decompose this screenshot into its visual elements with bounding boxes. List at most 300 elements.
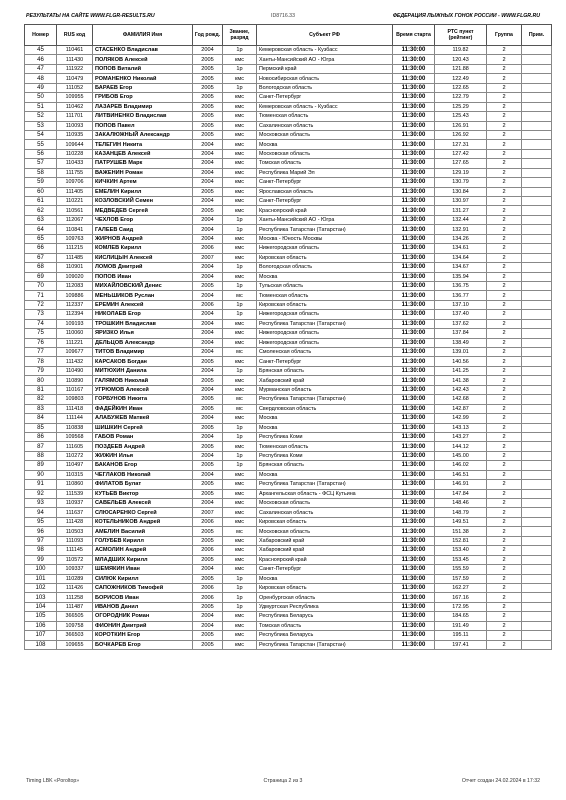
birth-year-cell: 2005 [193,574,223,583]
rus-code-cell: 111432 [57,357,93,366]
rts-points-cell: 137.62 [435,319,487,328]
table-row [25,536,552,545]
rts-points-cell: 121.88 [435,64,487,73]
rank-cell: кмс [223,621,257,630]
note-cell [522,121,552,130]
start-time-cell: 11:30:00 [393,93,435,102]
athlete-name-cell: КИЧКИН Артем [93,178,193,187]
bib-number-cell: 47 [25,64,57,73]
bib-number-cell: 61 [25,197,57,206]
birth-year-cell: 2004 [193,234,223,243]
note-cell [522,310,552,319]
rank-cell: кмс [223,319,257,328]
bib-number-cell: 45 [25,46,57,55]
bib-number-cell: 85 [25,423,57,432]
region-cell: Республика Марий Эл [257,168,393,177]
bib-number-cell: 81 [25,385,57,394]
region-cell: Тюменская область [257,442,393,451]
note-cell [522,281,552,290]
rus-code-cell: 110315 [57,470,93,479]
rus-code-cell: 110462 [57,102,93,111]
page-header [26,13,540,23]
athlete-name-cell: ПОПОВ Иван [93,272,193,281]
region-cell: Республика Коми [257,451,393,460]
region-cell: Новосибирская область [257,74,393,83]
group-cell: 2 [487,140,522,149]
birth-year-cell: 2004 [193,159,223,168]
rts-points-cell: 127.31 [435,140,487,149]
table-row [25,291,552,300]
table-row [25,178,552,187]
start-time-cell: 11:30:00 [393,64,435,73]
rus-code-cell: 112067 [57,215,93,224]
rank-cell: 1р [223,83,257,92]
bib-number-cell: 86 [25,432,57,441]
start-time-cell: 11:30:00 [393,130,435,139]
bib-number-cell: 76 [25,338,57,347]
rank-cell: кмс [223,631,257,640]
athlete-name-cell: ПОЗДЕЕВ Андрей [93,442,193,451]
athlete-name-cell: КАРСАКОВ Богдан [93,357,193,366]
rank-cell: кмс [223,546,257,555]
rank-cell: мс [223,395,257,404]
rts-points-cell: 184.65 [435,612,487,621]
group-cell: 2 [487,225,522,234]
rus-code-cell: 111487 [57,602,93,611]
athlete-name-cell: АЛАБУЖЕВ Матвей [93,414,193,423]
rank-cell: кмс [223,536,257,545]
note-cell [522,187,552,196]
athlete-name-cell: КОЗЛОВСКИЙ Семен [93,197,193,206]
bib-number-cell: 60 [25,187,57,196]
rank-cell: мс [223,404,257,413]
start-time-cell: 11:30:00 [393,215,435,224]
start-time-cell: 11:30:00 [393,565,435,574]
group-cell: 2 [487,168,522,177]
start-time-cell: 11:30:00 [393,253,435,262]
region-cell: Свердловская область [257,404,393,413]
rts-points-cell: 122.49 [435,74,487,83]
col-header-group: Группа [487,25,522,46]
region-cell: Республика Татарстан (Татарстан) [257,319,393,328]
bib-number-cell: 66 [25,244,57,253]
region-cell: Санкт-Петербург [257,93,393,102]
table-row [25,263,552,272]
athlete-name-cell: УГРЮМОВ Алексей [93,385,193,394]
rus-code-cell: 109193 [57,319,93,328]
note-cell [522,517,552,526]
note-cell [522,583,552,592]
rus-code-cell: 109020 [57,272,93,281]
rus-code-cell: 110503 [57,527,93,536]
rus-code-cell: 110901 [57,263,93,272]
birth-year-cell: 2004 [193,366,223,375]
rank-cell: 1р [223,64,257,73]
rus-code-cell: 112337 [57,300,93,309]
athlete-name-cell: ТЕЛЕГИН Никита [93,140,193,149]
birth-year-cell: 2004 [193,338,223,347]
start-time-cell: 11:30:00 [393,480,435,489]
note-cell [522,64,552,73]
rank-cell: кмс [223,74,257,83]
rts-points-cell: 157.59 [435,574,487,583]
rank-cell: кмс [223,329,257,338]
athlete-name-cell: САВЕЛЬЕВ Алексей [93,499,193,508]
birth-year-cell: 2005 [193,631,223,640]
group-cell: 2 [487,451,522,460]
region-cell: Санкт-Петербург [257,178,393,187]
rts-points-cell: 122.65 [435,83,487,92]
rank-cell: кмс [223,517,257,526]
table-row [25,244,552,253]
table-row [25,517,552,526]
table-row [25,215,552,224]
rus-code-cell: 111539 [57,489,93,498]
athlete-name-cell: ПАТРУШЕВ Марк [93,159,193,168]
region-cell: Ярославская область [257,187,393,196]
group-cell: 2 [487,404,522,413]
group-cell: 2 [487,565,522,574]
note-cell [522,442,552,451]
note-cell [522,461,552,470]
region-cell: Тульская область [257,281,393,290]
start-list-table [24,24,552,650]
group-cell: 2 [487,348,522,357]
start-time-cell: 11:30:00 [393,244,435,253]
birth-year-cell: 2005 [193,423,223,432]
birth-year-cell: 2005 [193,121,223,130]
start-time-cell: 11:30:00 [393,55,435,64]
rus-code-cell: 111418 [57,404,93,413]
bib-number-cell: 52 [25,112,57,121]
rts-points-cell: 132.44 [435,215,487,224]
start-time-cell: 11:30:00 [393,470,435,479]
col-header-start-time: Время старта [393,25,435,46]
note-cell [522,565,552,574]
rus-code-cell: 111637 [57,508,93,517]
report-created: Отчет создан 24.02.2024 в 17:32 [461,778,540,784]
region-cell: Москва [257,140,393,149]
bib-number-cell: 74 [25,319,57,328]
rts-points-cell: 125.43 [435,112,487,121]
region-cell: Москва [257,414,393,423]
table-row [25,565,552,574]
rus-code-cell: 109886 [57,291,93,300]
athlete-name-cell: КОРОТКИН Егор [93,631,193,640]
rts-points-cell: 191.49 [435,621,487,630]
rank-cell: 1р [223,583,257,592]
group-cell: 2 [487,461,522,470]
bib-number-cell: 97 [25,536,57,545]
rank-cell: кмс [223,244,257,253]
rank-cell: кмс [223,253,257,262]
rank-cell: кмс [223,565,257,574]
start-time-cell: 11:30:00 [393,329,435,338]
region-cell: Хабаровский край [257,546,393,555]
region-cell: Москва [257,272,393,281]
athlete-name-cell: ШЕМЯКИН Иван [93,565,193,574]
results-site-link[interactable]: РЕЗУЛЬТАТЫ НА САЙТЕ WWW.FLGR-RESULTS.RU [26,13,155,19]
rts-points-cell: 148.79 [435,508,487,517]
region-cell: Санкт-Петербург [257,565,393,574]
rts-points-cell: 129.19 [435,168,487,177]
birth-year-cell: 2004 [193,140,223,149]
bib-number-cell: 101 [25,574,57,583]
athlete-name-cell: БАРАЕВ Егор [93,83,193,92]
rus-code-cell: 110060 [57,329,93,338]
note-cell [522,470,552,479]
rts-points-cell: 149.51 [435,517,487,526]
athlete-name-cell: МЛАДШИХ Кирилл [93,555,193,564]
region-cell: Республика Татарстан (Татарстан) [257,480,393,489]
start-time-cell: 11:30:00 [393,263,435,272]
group-cell: 2 [487,281,522,290]
timing-credit: Timing LBK «Poroltop» [26,778,80,784]
region-cell: Хабаровский край [257,376,393,385]
rank-cell: кмс [223,640,257,649]
rts-points-cell: 140.56 [435,357,487,366]
start-time-cell: 11:30:00 [393,112,435,121]
rank-cell: кмс [223,508,257,517]
federation-site-link[interactable]: ФЕДЕРАЦИЯ ЛЫЖНЫХ ГОНОК РОССИИ - WWW.FLGR.RU [392,13,540,19]
region-cell: Мурманская область [257,385,393,394]
rank-cell: кмс [223,130,257,139]
region-cell: Республика Татарстан (Татарстан) [257,640,393,649]
table-row [25,46,552,55]
start-time-cell: 11:30:00 [393,574,435,583]
col-header-name: ФАМИЛИЯ Имя [93,25,193,46]
note-cell [522,536,552,545]
rus-code-cell: 109706 [57,178,93,187]
note-cell [522,385,552,394]
table-row [25,348,552,357]
rts-points-cell: 142.43 [435,385,487,394]
rank-cell: кмс [223,376,257,385]
bib-number-cell: 57 [25,159,57,168]
birth-year-cell: 2006 [193,593,223,602]
rts-points-cell: 130.84 [435,187,487,196]
athlete-name-cell: ПОЛЯКОВ Алексей [93,55,193,64]
rts-points-cell: 137.10 [435,300,487,309]
table-row [25,140,552,149]
note-cell [522,83,552,92]
bib-number-cell: 49 [25,83,57,92]
region-cell: Вологодская область [257,263,393,272]
start-time-cell: 11:30:00 [393,555,435,564]
birth-year-cell: 2005 [193,74,223,83]
table-row [25,612,552,621]
group-cell: 2 [487,234,522,243]
group-cell: 2 [487,291,522,300]
bib-number-cell: 92 [25,489,57,498]
rus-code-cell: 111052 [57,83,93,92]
note-cell [522,149,552,158]
rank-cell: 1р [223,225,257,234]
start-time-cell: 11:30:00 [393,234,435,243]
region-cell: Кемеровская область - Кузбасс [257,46,393,55]
rus-code-cell: 110561 [57,206,93,215]
athlete-name-cell: СТАСЕНКО Владислав [93,46,193,55]
rus-code-cell: 110890 [57,376,93,385]
region-cell: Томская область [257,621,393,630]
birth-year-cell: 2004 [193,178,223,187]
region-cell: Москва [257,423,393,432]
note-cell [522,602,552,611]
athlete-name-cell: БОРИСОВ Иван [93,593,193,602]
bib-number-cell: 50 [25,93,57,102]
group-cell: 2 [487,555,522,564]
table-row [25,112,552,121]
group-cell: 2 [487,414,522,423]
birth-year-cell: 2006 [193,583,223,592]
group-cell: 2 [487,55,522,64]
group-cell: 2 [487,602,522,611]
start-time-cell: 11:30:00 [393,319,435,328]
group-cell: 2 [487,197,522,206]
rank-cell: 1р [223,46,257,55]
region-cell: Хабаровский край [257,536,393,545]
rts-points-cell: 148.46 [435,499,487,508]
group-cell: 2 [487,149,522,158]
rank-cell: кмс [223,357,257,366]
bib-number-cell: 93 [25,499,57,508]
group-cell: 2 [487,64,522,73]
group-cell: 2 [487,338,522,347]
rank-cell: мс [223,291,257,300]
region-cell: Смоленская область [257,348,393,357]
table-row [25,489,552,498]
birth-year-cell: 2005 [193,357,223,366]
bib-number-cell: 67 [25,253,57,262]
region-cell: Оренбургская область [257,593,393,602]
rts-points-cell: 137.40 [435,310,487,319]
start-time-cell: 11:30:00 [393,602,435,611]
note-cell [522,329,552,338]
rank-cell: мс [223,527,257,536]
rts-points-cell: 144.12 [435,442,487,451]
table-row [25,319,552,328]
group-cell: 2 [487,631,522,640]
athlete-name-cell: ШИШКИН Сергей [93,423,193,432]
group-cell: 2 [487,178,522,187]
group-cell: 2 [487,442,522,451]
bib-number-cell: 69 [25,272,57,281]
birth-year-cell: 2005 [193,489,223,498]
athlete-name-cell: ДЕЛЬЦОВ Александр [93,338,193,347]
table-row [25,404,552,413]
bib-number-cell: 46 [25,55,57,64]
bib-number-cell: 95 [25,517,57,526]
rts-points-cell: 134.61 [435,244,487,253]
start-time-cell: 11:30:00 [393,631,435,640]
group-cell: 2 [487,319,522,328]
group-cell: 2 [487,423,522,432]
rts-points-cell: 141.25 [435,366,487,375]
rts-points-cell: 155.59 [435,565,487,574]
rank-cell: кмс [223,612,257,621]
note-cell [522,300,552,309]
rts-points-cell: 136.77 [435,291,487,300]
athlete-name-cell: РОМАНЕНКО Николай [93,74,193,83]
note-cell [522,593,552,602]
athlete-name-cell: ГАБОВ Роман [93,432,193,441]
group-cell: 2 [487,574,522,583]
region-cell: Республика Татарстан (Татарстан) [257,395,393,404]
note-cell [522,140,552,149]
group-cell: 2 [487,272,522,281]
bib-number-cell: 106 [25,621,57,630]
rts-points-cell: 143.27 [435,432,487,441]
group-cell: 2 [487,121,522,130]
group-cell: 2 [487,187,522,196]
table-row [25,555,552,564]
birth-year-cell: 2005 [193,102,223,111]
group-cell: 2 [487,329,522,338]
note-cell [522,640,552,649]
note-cell [522,404,552,413]
note-cell [522,291,552,300]
rank-cell: 1р [223,451,257,460]
rts-points-cell: 134.26 [435,234,487,243]
table-row [25,206,552,215]
group-cell: 2 [487,489,522,498]
rus-code-cell: 111430 [57,55,93,64]
note-cell [522,225,552,234]
region-cell: Нижегородская область [257,310,393,319]
bib-number-cell: 100 [25,565,57,574]
birth-year-cell: 2005 [193,187,223,196]
athlete-name-cell: ЧЕГЛАКОВ Николай [93,470,193,479]
group-cell: 2 [487,395,522,404]
start-time-cell: 11:30:00 [393,168,435,177]
group-cell: 2 [487,310,522,319]
table-row [25,451,552,460]
start-time-cell: 11:30:00 [393,291,435,300]
group-cell: 2 [487,470,522,479]
note-cell [522,621,552,630]
rts-points-cell: 141.38 [435,376,487,385]
region-cell: Кировская область [257,300,393,309]
athlete-name-cell: ПОПОВ Павел [93,121,193,130]
athlete-name-cell: КУТЬЕВ Виктор [93,489,193,498]
group-cell: 2 [487,130,522,139]
rank-cell: кмс [223,159,257,168]
table-row [25,225,552,234]
birth-year-cell: 2004 [193,310,223,319]
region-cell: Пермский край [257,64,393,73]
bib-number-cell: 77 [25,348,57,357]
region-cell: Томская область [257,159,393,168]
rus-code-cell: 110935 [57,130,93,139]
note-cell [522,206,552,215]
start-time-cell: 11:30:00 [393,74,435,83]
birth-year-cell: 2004 [193,197,223,206]
start-time-cell: 11:30:00 [393,357,435,366]
birth-year-cell: 2005 [193,536,223,545]
bib-number-cell: 70 [25,281,57,290]
note-cell [522,555,552,564]
athlete-name-cell: МИТЮХИН Данила [93,366,193,375]
note-cell [522,432,552,441]
start-time-cell: 11:30:00 [393,272,435,281]
rank-cell: 1р [223,432,257,441]
rts-points-cell: 143.13 [435,423,487,432]
note-cell [522,348,552,357]
note-cell [522,423,552,432]
rts-points-cell: 172.95 [435,602,487,611]
birth-year-cell: 2004 [193,565,223,574]
rts-points-cell: 134.67 [435,263,487,272]
